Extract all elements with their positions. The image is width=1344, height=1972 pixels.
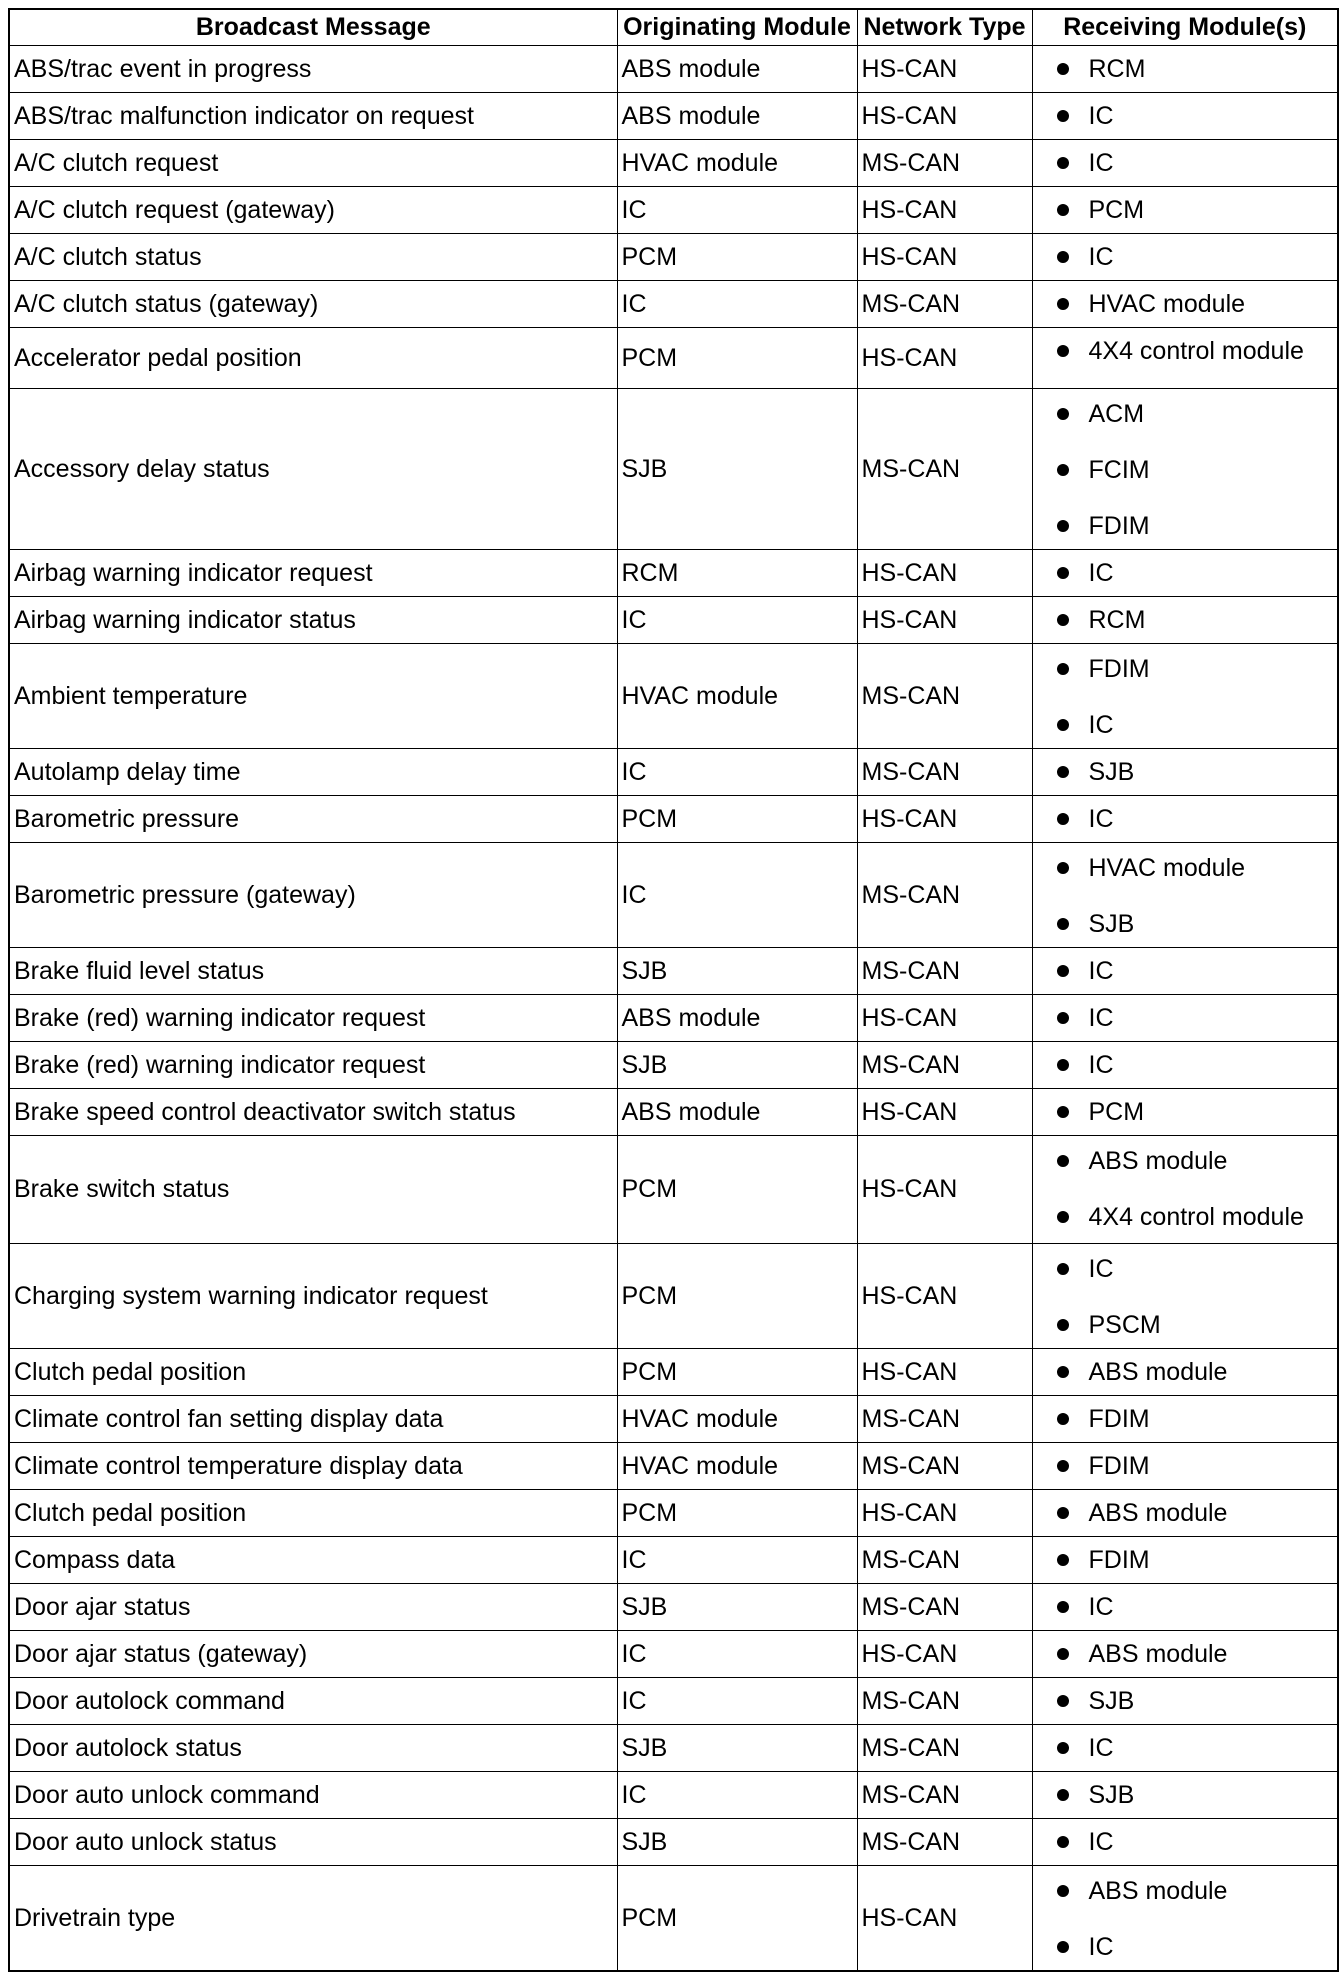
cell-network-type: MS-CAN (857, 1724, 1032, 1771)
receiving-module-item: IC (1055, 804, 1338, 834)
cell-originating-module: SJB (617, 1583, 857, 1630)
table-row (9, 1677, 1338, 1724)
receiving-module-item: IC (1055, 1592, 1338, 1622)
receiving-module-item: IC (1055, 1050, 1338, 1080)
cell-receiving-modules (1032, 549, 1338, 596)
table-row (9, 1865, 1338, 1971)
cell-network-type: HS-CAN (857, 92, 1032, 139)
receiving-module-list (1055, 956, 1338, 986)
receiving-module-item: RCM (1055, 605, 1338, 635)
receiving-module-list (1055, 148, 1338, 178)
receiving-module-list (1055, 1876, 1338, 1962)
receiving-module-list (1055, 1050, 1338, 1080)
receiving-module-list (1055, 195, 1338, 225)
cell-receiving-modules (1032, 1348, 1338, 1395)
receiving-module-list (1055, 1146, 1338, 1232)
cell-network-type: HS-CAN (857, 994, 1032, 1041)
cell-broadcast-message: Airbag warning indicator status (9, 596, 617, 643)
cell-broadcast-message: ABS/trac event in progress (9, 45, 617, 92)
receiving-module-item: RCM (1055, 54, 1338, 84)
table-row (9, 1041, 1338, 1088)
receiving-module-item: ACM (1055, 399, 1338, 429)
receiving-module-list (1055, 853, 1338, 939)
cell-receiving-modules (1032, 1041, 1338, 1088)
table-row (9, 280, 1338, 327)
cell-originating-module: IC (617, 596, 857, 643)
cell-receiving-modules (1032, 1489, 1338, 1536)
cell-originating-module: HVAC module (617, 139, 857, 186)
table-row (9, 1583, 1338, 1630)
cell-receiving-modules (1032, 596, 1338, 643)
cell-network-type: HS-CAN (857, 1243, 1032, 1348)
receiving-module-list (1055, 1451, 1338, 1481)
table-row (9, 233, 1338, 280)
receiving-module-list (1055, 1592, 1338, 1622)
receiving-module-item: IC (1055, 1003, 1338, 1033)
table-row (9, 596, 1338, 643)
receiving-module-list (1055, 399, 1338, 541)
cell-originating-module: PCM (617, 1135, 857, 1243)
cell-network-type: MS-CAN (857, 139, 1032, 186)
cell-network-type: MS-CAN (857, 643, 1032, 748)
receiving-module-list (1055, 101, 1338, 131)
cell-network-type: MS-CAN (857, 280, 1032, 327)
receiving-module-list (1055, 1254, 1338, 1340)
cell-broadcast-message: Drivetrain type (9, 1865, 617, 1971)
receiving-module-list (1055, 654, 1338, 740)
receiving-module-item: IC (1055, 148, 1338, 178)
receiving-module-list (1055, 1003, 1338, 1033)
receiving-module-item: IC (1055, 1932, 1338, 1962)
cell-broadcast-message: Autolamp delay time (9, 748, 617, 795)
cell-originating-module: IC (617, 1630, 857, 1677)
table-row (9, 1818, 1338, 1865)
receiving-module-item: SJB (1055, 909, 1338, 939)
table-row (9, 994, 1338, 1041)
cell-originating-module: PCM (617, 1489, 857, 1536)
cell-broadcast-message: Ambient temperature (9, 643, 617, 748)
receiving-module-item: SJB (1055, 1686, 1338, 1716)
cell-network-type: HS-CAN (857, 596, 1032, 643)
receiving-module-list (1055, 558, 1338, 588)
cell-network-type: MS-CAN (857, 1041, 1032, 1088)
cell-receiving-modules (1032, 280, 1338, 327)
receiving-module-item: FCIM (1055, 455, 1338, 485)
cell-network-type: HS-CAN (857, 1630, 1032, 1677)
cell-receiving-modules (1032, 947, 1338, 994)
cell-receiving-modules (1032, 1677, 1338, 1724)
header-network-type: Network Type (857, 9, 1032, 45)
cell-broadcast-message: A/C clutch request (9, 139, 617, 186)
cell-broadcast-message: ABS/trac malfunction indicator on request (9, 92, 617, 139)
receiving-module-item: IC (1055, 1254, 1338, 1284)
cell-broadcast-message: Door auto unlock command (9, 1771, 617, 1818)
cell-receiving-modules (1032, 186, 1338, 233)
cell-broadcast-message: Climate control fan setting display data (9, 1395, 617, 1442)
cell-network-type: MS-CAN (857, 1395, 1032, 1442)
cell-receiving-modules (1032, 795, 1338, 842)
receiving-module-item: FDIM (1055, 1404, 1338, 1434)
cell-receiving-modules (1032, 1088, 1338, 1135)
receiving-module-item: 4X4 control module (1055, 1202, 1338, 1232)
receiving-module-list (1055, 1733, 1338, 1763)
table-row (9, 549, 1338, 596)
table-row (9, 795, 1338, 842)
cell-receiving-modules (1032, 842, 1338, 947)
cell-originating-module: SJB (617, 947, 857, 994)
receiving-module-item: HVAC module (1055, 853, 1338, 883)
cell-network-type: HS-CAN (857, 1135, 1032, 1243)
receiving-module-list (1055, 1780, 1338, 1810)
table-row (9, 1088, 1338, 1135)
cell-originating-module: PCM (617, 327, 857, 388)
cell-receiving-modules (1032, 45, 1338, 92)
cell-originating-module: IC (617, 280, 857, 327)
receiving-module-item: ABS module (1055, 1876, 1338, 1906)
cell-network-type: MS-CAN (857, 842, 1032, 947)
cell-network-type: MS-CAN (857, 1442, 1032, 1489)
cell-broadcast-message: Accelerator pedal position (9, 327, 617, 388)
cell-originating-module: PCM (617, 1243, 857, 1348)
receiving-module-item: ABS module (1055, 1146, 1338, 1176)
table-row (9, 1724, 1338, 1771)
cell-network-type: MS-CAN (857, 1583, 1032, 1630)
receiving-module-item: FDIM (1055, 1545, 1338, 1575)
cell-network-type: MS-CAN (857, 947, 1032, 994)
cell-originating-module: PCM (617, 795, 857, 842)
cell-broadcast-message: Accessory delay status (9, 388, 617, 549)
receiving-module-item: ABS module (1055, 1498, 1338, 1528)
header-originating-module: Originating Module (617, 9, 857, 45)
cell-receiving-modules (1032, 643, 1338, 748)
receiving-module-list (1055, 1545, 1338, 1575)
cell-network-type: HS-CAN (857, 1088, 1032, 1135)
broadcast-message-table (8, 8, 1339, 1972)
cell-receiving-modules (1032, 748, 1338, 795)
cell-network-type: HS-CAN (857, 233, 1032, 280)
table-row (9, 1630, 1338, 1677)
cell-broadcast-message: Clutch pedal position (9, 1489, 617, 1536)
receiving-module-item: PSCM (1055, 1310, 1338, 1340)
table-row (9, 842, 1338, 947)
receiving-module-item: HVAC module (1055, 289, 1338, 319)
cell-receiving-modules (1032, 92, 1338, 139)
table-row (9, 643, 1338, 748)
cell-originating-module: IC (617, 1536, 857, 1583)
cell-network-type: HS-CAN (857, 1348, 1032, 1395)
receiving-module-item: SJB (1055, 757, 1338, 787)
cell-broadcast-message: A/C clutch status (9, 233, 617, 280)
table-row (9, 1536, 1338, 1583)
cell-receiving-modules (1032, 1395, 1338, 1442)
cell-broadcast-message: Door autolock command (9, 1677, 617, 1724)
receiving-module-item: SJB (1055, 1780, 1338, 1810)
table-row (9, 139, 1338, 186)
cell-network-type: MS-CAN (857, 748, 1032, 795)
cell-network-type: MS-CAN (857, 388, 1032, 549)
cell-broadcast-message: Compass data (9, 1536, 617, 1583)
cell-receiving-modules (1032, 139, 1338, 186)
cell-originating-module: ABS module (617, 994, 857, 1041)
header-broadcast-message: Broadcast Message (9, 9, 617, 45)
cell-receiving-modules (1032, 1865, 1338, 1971)
cell-network-type: MS-CAN (857, 1536, 1032, 1583)
cell-network-type: HS-CAN (857, 1865, 1032, 1971)
cell-originating-module: IC (617, 748, 857, 795)
cell-originating-module: SJB (617, 1724, 857, 1771)
receiving-module-list (1055, 1639, 1338, 1669)
table-row (9, 1489, 1338, 1536)
table-row (9, 388, 1338, 549)
cell-receiving-modules (1032, 1818, 1338, 1865)
cell-originating-module: ABS module (617, 1088, 857, 1135)
receiving-module-list (1055, 1097, 1338, 1127)
cell-broadcast-message: Door auto unlock status (9, 1818, 617, 1865)
receiving-module-list (1055, 242, 1338, 272)
cell-broadcast-message: Door autolock status (9, 1724, 617, 1771)
cell-originating-module: IC (617, 1771, 857, 1818)
receiving-module-list (1055, 1686, 1338, 1716)
receiving-module-item: IC (1055, 558, 1338, 588)
receiving-module-item: IC (1055, 101, 1338, 131)
cell-broadcast-message: Brake switch status (9, 1135, 617, 1243)
cell-broadcast-message: Brake (red) warning indicator request (9, 1041, 617, 1088)
cell-broadcast-message: Brake (red) warning indicator request (9, 994, 617, 1041)
receiving-module-item: IC (1055, 1733, 1338, 1763)
cell-broadcast-message: Airbag warning indicator request (9, 549, 617, 596)
cell-originating-module: PCM (617, 1865, 857, 1971)
table-row (9, 1243, 1338, 1348)
cell-originating-module: PCM (617, 1348, 857, 1395)
receiving-module-item: PCM (1055, 1097, 1338, 1127)
cell-broadcast-message: Door ajar status (gateway) (9, 1630, 617, 1677)
cell-receiving-modules (1032, 1135, 1338, 1243)
table-row (9, 186, 1338, 233)
receiving-module-item: FDIM (1055, 1451, 1338, 1481)
receiving-module-list (1055, 605, 1338, 635)
cell-receiving-modules (1032, 233, 1338, 280)
cell-broadcast-message: Brake speed control deactivator switch status (9, 1088, 617, 1135)
table-row (9, 1442, 1338, 1489)
table-row (9, 92, 1338, 139)
table-row (9, 1771, 1338, 1818)
cell-broadcast-message: Door ajar status (9, 1583, 617, 1630)
cell-network-type: MS-CAN (857, 1771, 1032, 1818)
cell-originating-module: ABS module (617, 92, 857, 139)
header-row (9, 9, 1338, 45)
cell-originating-module: RCM (617, 549, 857, 596)
cell-broadcast-message: Climate control temperature display data (9, 1442, 617, 1489)
receiving-module-list (1055, 757, 1338, 787)
receiving-module-item: ABS module (1055, 1639, 1338, 1669)
receiving-module-list (1055, 54, 1338, 84)
cell-network-type: MS-CAN (857, 1677, 1032, 1724)
cell-receiving-modules (1032, 1724, 1338, 1771)
receiving-module-item: FDIM (1055, 654, 1338, 684)
cell-receiving-modules (1032, 327, 1338, 388)
receiving-module-item: FDIM (1055, 511, 1338, 541)
cell-originating-module: HVAC module (617, 1442, 857, 1489)
cell-broadcast-message: A/C clutch request (gateway) (9, 186, 617, 233)
cell-network-type: HS-CAN (857, 549, 1032, 596)
receiving-module-list (1055, 1357, 1338, 1387)
cell-broadcast-message: Clutch pedal position (9, 1348, 617, 1395)
receiving-module-item: IC (1055, 956, 1338, 986)
receiving-module-item: IC (1055, 242, 1338, 272)
cell-originating-module: SJB (617, 388, 857, 549)
cell-originating-module: HVAC module (617, 1395, 857, 1442)
receiving-module-item: 4X4 control module (1055, 336, 1338, 366)
cell-network-type: HS-CAN (857, 45, 1032, 92)
cell-originating-module: IC (617, 1677, 857, 1724)
receiving-module-list (1055, 1827, 1338, 1857)
receiving-module-list (1055, 1498, 1338, 1528)
cell-broadcast-message: Barometric pressure (gateway) (9, 842, 617, 947)
cell-broadcast-message: Barometric pressure (9, 795, 617, 842)
table-row (9, 327, 1338, 388)
receiving-module-list (1055, 289, 1338, 319)
cell-broadcast-message: A/C clutch status (gateway) (9, 280, 617, 327)
table-row (9, 1348, 1338, 1395)
header-receiving-modules: Receiving Module(s) (1032, 9, 1338, 45)
cell-originating-module: PCM (617, 233, 857, 280)
receiving-module-list (1055, 336, 1338, 366)
cell-receiving-modules (1032, 1243, 1338, 1348)
cell-originating-module: IC (617, 842, 857, 947)
receiving-module-item: PCM (1055, 195, 1338, 225)
cell-receiving-modules (1032, 994, 1338, 1041)
cell-network-type: HS-CAN (857, 186, 1032, 233)
cell-network-type: HS-CAN (857, 327, 1032, 388)
cell-receiving-modules (1032, 1442, 1338, 1489)
table-row (9, 45, 1338, 92)
cell-originating-module: SJB (617, 1041, 857, 1088)
cell-broadcast-message: Charging system warning indicator request (9, 1243, 617, 1348)
cell-originating-module: HVAC module (617, 643, 857, 748)
cell-broadcast-message: Brake fluid level status (9, 947, 617, 994)
cell-receiving-modules (1032, 1771, 1338, 1818)
receiving-module-item: IC (1055, 710, 1338, 740)
cell-receiving-modules (1032, 1630, 1338, 1677)
cell-network-type: HS-CAN (857, 1489, 1032, 1536)
receiving-module-item: ABS module (1055, 1357, 1338, 1387)
table-row (9, 1135, 1338, 1243)
receiving-module-item: IC (1055, 1827, 1338, 1857)
cell-originating-module: ABS module (617, 45, 857, 92)
cell-receiving-modules (1032, 1583, 1338, 1630)
receiving-module-list (1055, 804, 1338, 834)
cell-receiving-modules (1032, 1536, 1338, 1583)
cell-network-type: MS-CAN (857, 1818, 1032, 1865)
cell-originating-module: SJB (617, 1818, 857, 1865)
table-row (9, 947, 1338, 994)
table-row (9, 1395, 1338, 1442)
table-body (9, 45, 1338, 1971)
cell-network-type: HS-CAN (857, 795, 1032, 842)
cell-originating-module: IC (617, 186, 857, 233)
receiving-module-list (1055, 1404, 1338, 1434)
cell-receiving-modules (1032, 388, 1338, 549)
table-row (9, 748, 1338, 795)
